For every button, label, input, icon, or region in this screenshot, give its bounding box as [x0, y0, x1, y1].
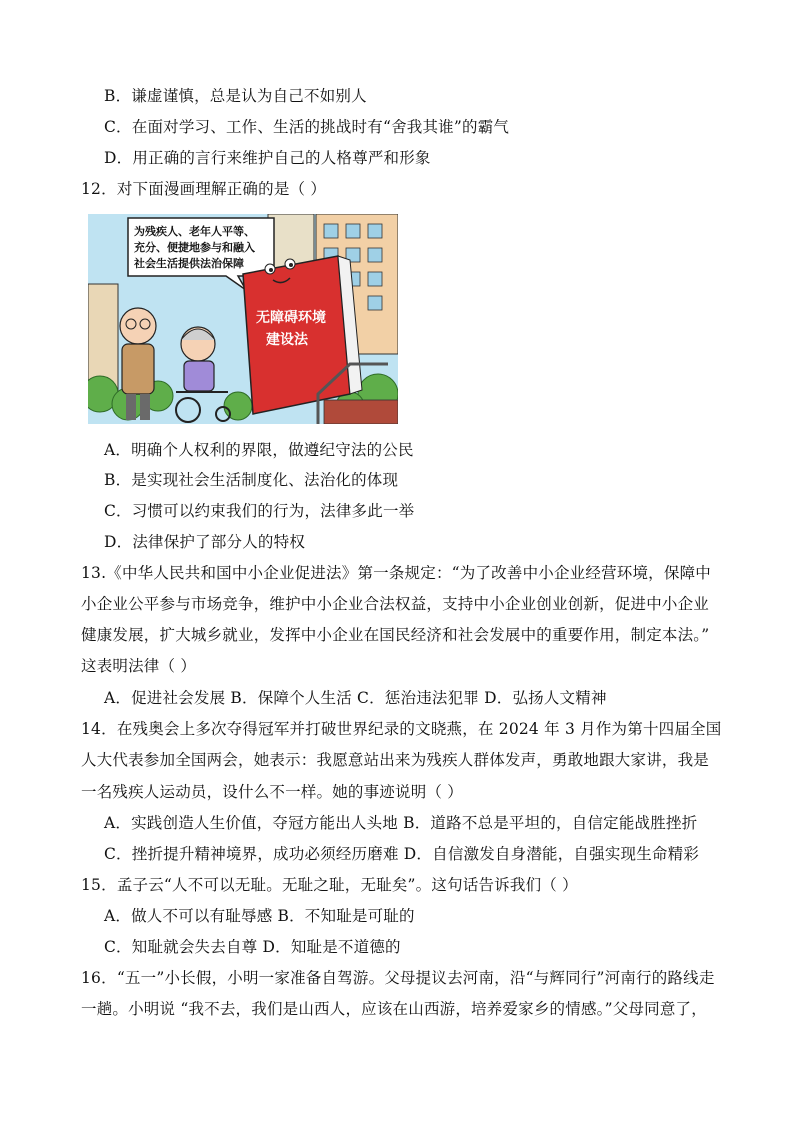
q15-stem: 15．孟子云“人不可以无耻。无耻之耻，无耻矣”。这句话告诉我们（ ） [81, 876, 578, 894]
q12-option-a: A．明确个人权利的界限，做遵纪守法的公民 [104, 441, 414, 459]
law-book-icon [243, 256, 362, 414]
q13-line-1: 13.《中华人民共和国中小企业促进法》第一条规定：“为了改善中小企业经营环境，保障中 [81, 564, 711, 582]
q12-option-d: D．法律保护了部分人的特权 [104, 533, 306, 551]
q12-stem: 12．对下面漫画理解正确的是（ ） [81, 180, 327, 198]
q12-option-b: B．是实现社会生活制度化、法治化的体现 [104, 471, 399, 489]
q12-cartoon [88, 214, 398, 424]
q15-options-row-1: A．做人不可以有耻辱感 B．不知耻是可耻的 [104, 907, 415, 925]
q12-option-c: C．习惯可以约束我们的行为，法律多此一举 [104, 502, 415, 520]
q14-line-2: 人大代表参加全国两会，她表示：我愿意站出来为残疾人群体发声，勇敢地跟大家讲，我是 [81, 751, 710, 769]
q16-line-2: 一趟。小明说 “我不去，我们是山西人，应该在山西游，培养爱家乡的情感。”父母同意了， [81, 1000, 707, 1018]
q15-options-row-2: C．知耻就会失去自尊 D．知耻是不道德的 [104, 938, 401, 956]
book-title-line-2: 建设法 [266, 332, 308, 348]
q11-option-d: D．用正确的言行来维护自己的人格尊严和形象 [104, 149, 431, 167]
q16-line-1: 16．“五一”小长假，小明一家准备自驾游。父母提议去河南，沿“与辉同行”河南行的路线走 [81, 969, 715, 987]
cartoon-speech-line-3: 社会生活提供法治保障 [134, 257, 244, 270]
q11-option-b: B．谦虚谨慎，总是认为自己不如别人 [104, 87, 367, 105]
q13-line-4: 这表明法律（ ） [81, 657, 197, 675]
q14-line-3: 一名残疾人运动员，设什么不一样。她的事迹说明（ ） [81, 783, 463, 801]
q14-options-row-2: C．挫折提升精神境界，成功必须经历磨难 D．自信激发自身潜能，自强实现生命精彩 [104, 845, 700, 863]
q13-line-2: 小企业公平参与市场竞争，维护中小企业合法权益，支持中小企业创业创新，促进中小企业 [81, 595, 710, 613]
q14-options-row-1: A．实践创造人生价值，夺冠方能出人头地 B．道路不总是平坦的，自信定能战胜挫折 [104, 814, 698, 832]
cartoon-speech-line-1: 为残疾人、老年人平等、 [134, 225, 255, 238]
q13-line-3: 健康发展，扩大城乡就业，发挥中小企业在国民经济和社会发展中的重要作用，制定本法。” [81, 626, 710, 644]
q11-option-c: C．在面对学习、工作、生活的挑战时有“舍我其谁”的霸气 [104, 118, 510, 136]
book-title-line-1: 无障碍环境 [256, 310, 326, 326]
q14-line-1: 14．在残奥会上多次夺得冠军并打破世界纪录的文晓燕，在 2024 年 3 月作为第十四届全国 [81, 720, 722, 738]
q13-options: A．促进社会发展 B．保障个人生活 C．惩治违法犯罪 D．弘扬人文精神 [104, 689, 607, 707]
cartoon-speech-line-2: 充分、便捷地参与和融入 [134, 241, 255, 254]
